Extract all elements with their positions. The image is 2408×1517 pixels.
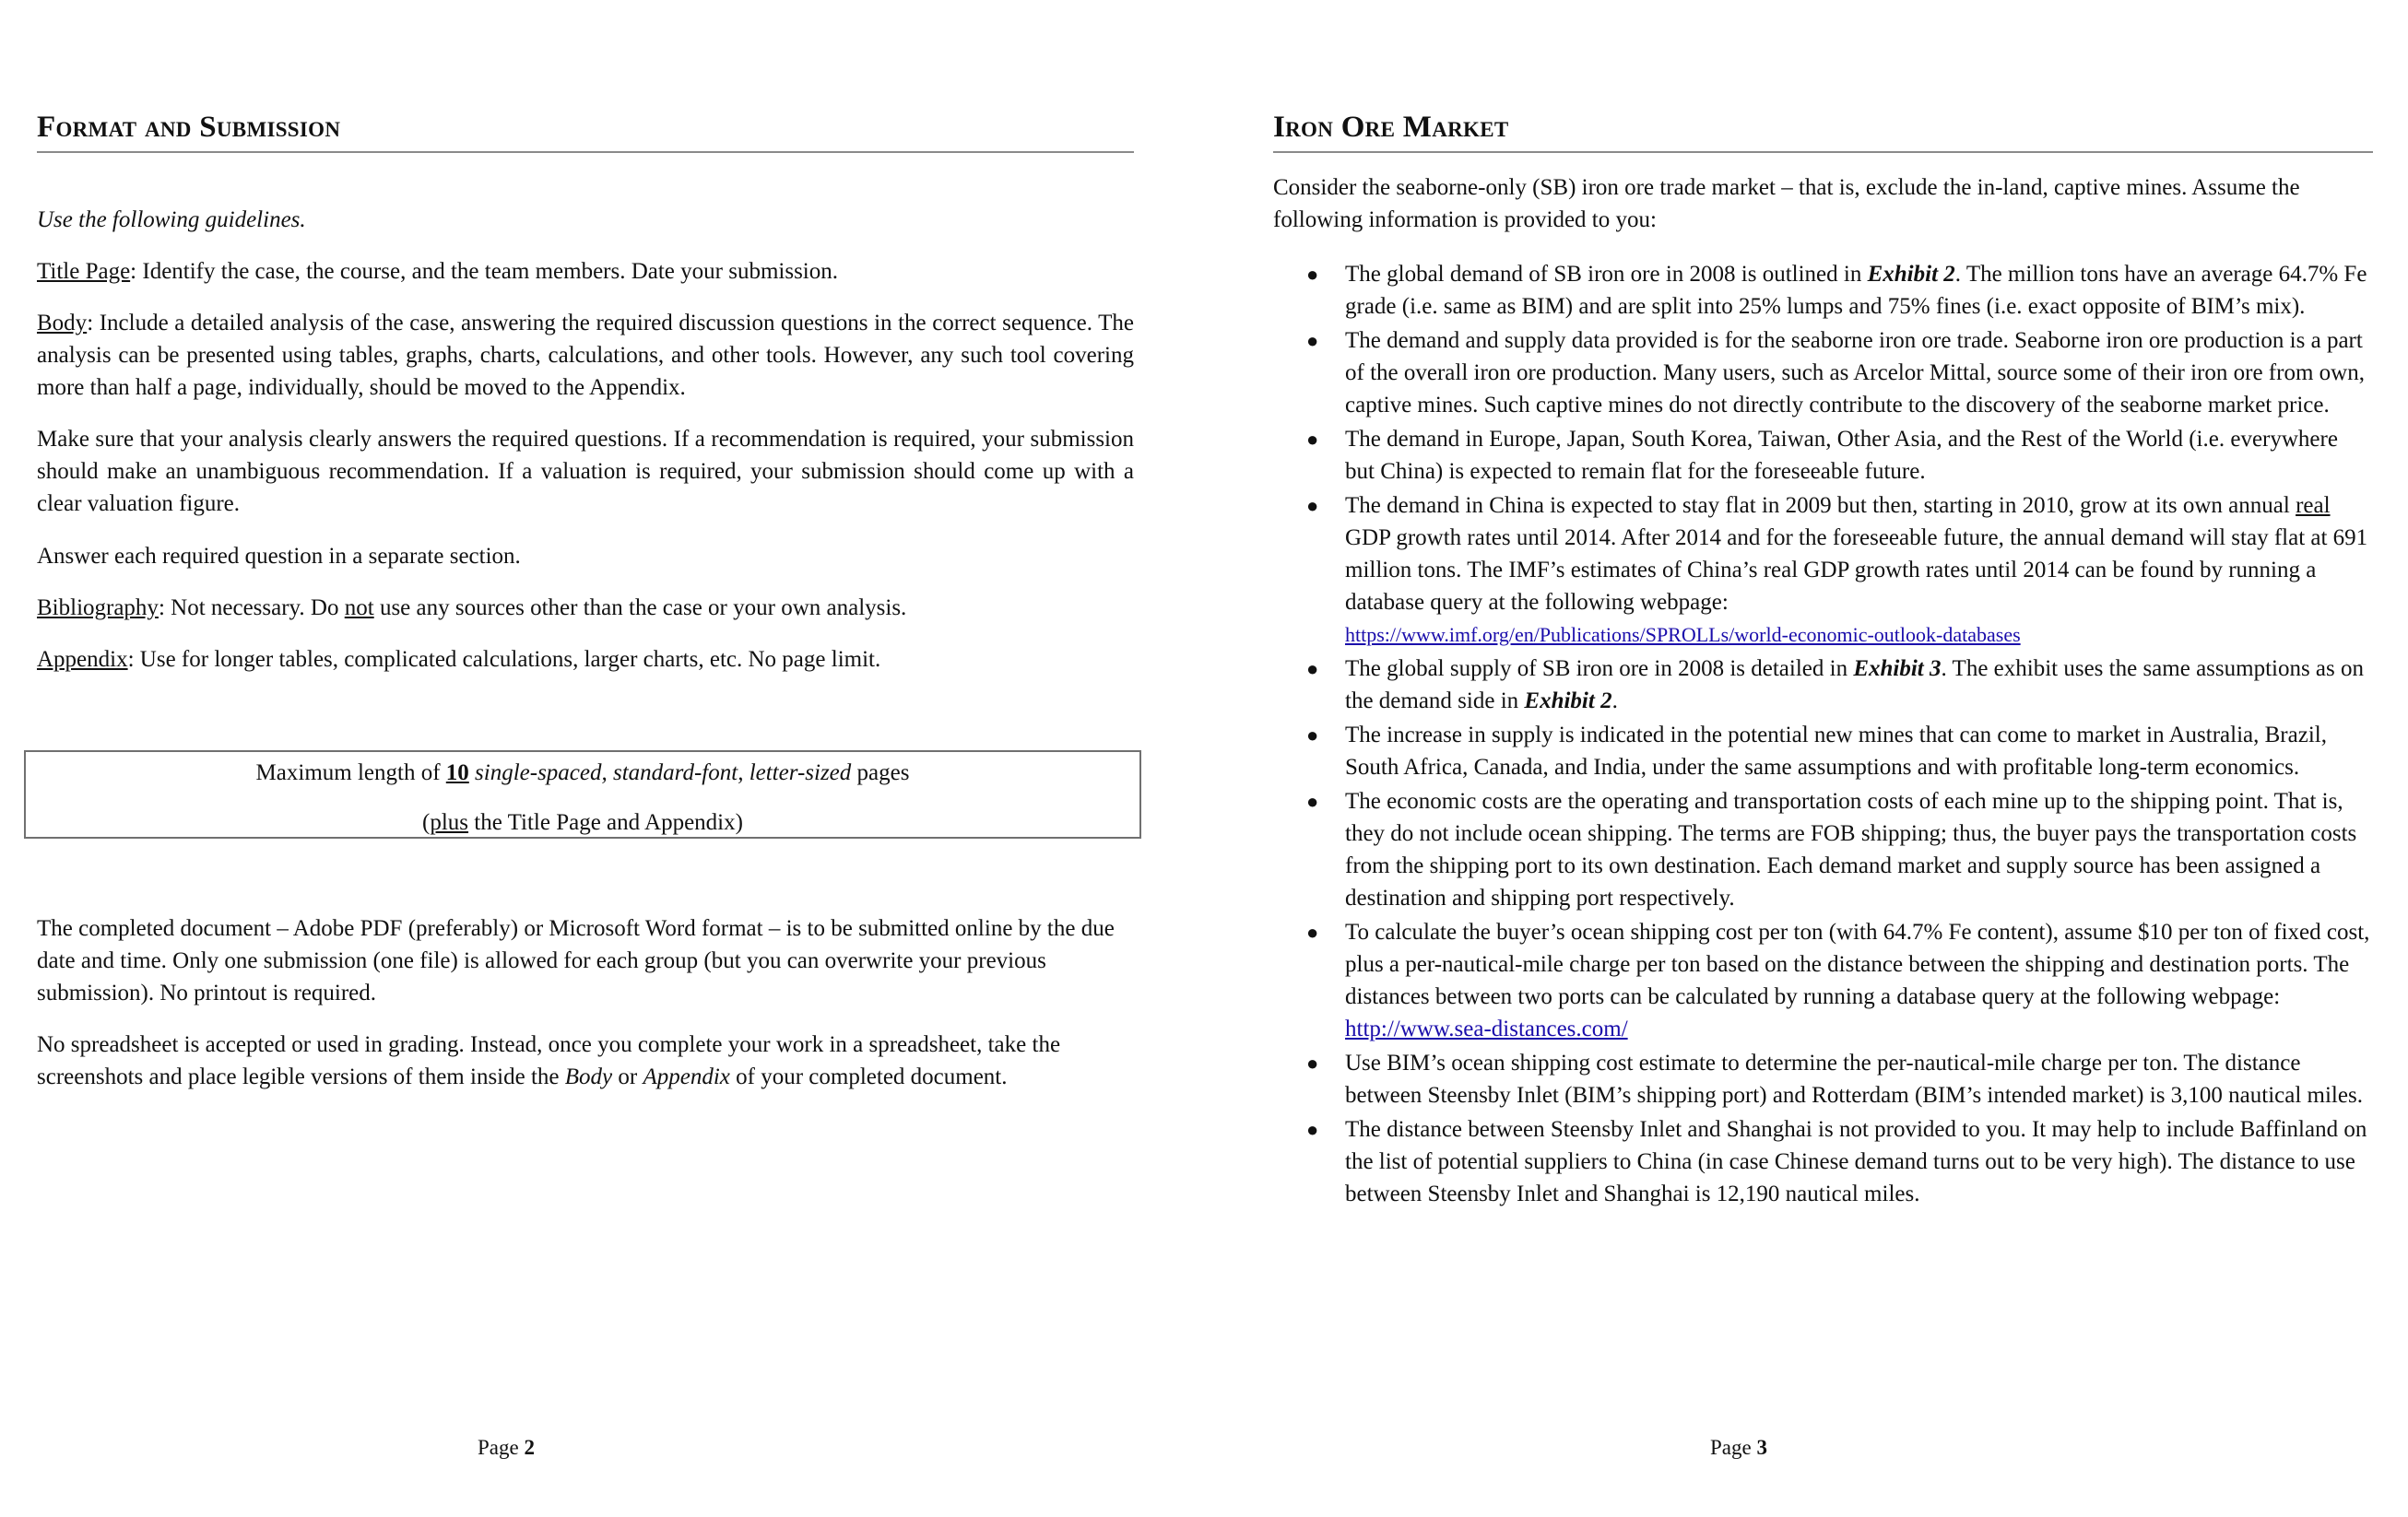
sea-distances-link[interactable]: http://www.sea-distances.com/ [1345, 1017, 1628, 1041]
list-item [1273, 489, 2373, 651]
bullet-icon: ● [1306, 657, 1319, 680]
max-length-line [26, 758, 1139, 789]
page-label: Page [1710, 1436, 1757, 1459]
list-item [1273, 1047, 2373, 1111]
item-text: The increase in supply is indicated in the potential new mines that can come to market in Australia, Brazil, South Africa, Canada, and India, under the same assumptions and with profitable long-term economics. [1345, 723, 2327, 780]
bullet-icon: ● [1306, 1052, 1319, 1075]
plus-word: plus [430, 810, 469, 835]
plus-rest: the Title Page and Appendix) [468, 810, 743, 835]
exhibit-2-ref: Exhibit 2 [1524, 688, 1612, 713]
page-2 [37, 0, 1134, 1517]
bullet-icon: ● [1306, 494, 1319, 517]
item-text: The global supply of SB iron ore in 2008 is detailed in [1345, 656, 1854, 681]
section-heading-format-submission: Format and Submission [37, 107, 1134, 153]
item-text: The demand in Europe, Japan, South Korea, Taiwan, Other Asia, and the Rest of the World (i.e. everywhere but China) is expected to remain flat for the foreseeable future. [1345, 427, 2338, 484]
plus-line [26, 807, 1139, 839]
page-3 [1273, 0, 2373, 1517]
plus-open: ( [422, 810, 431, 835]
answer-each-paragraph: Answer each required question in a separate section. [37, 544, 521, 569]
page-number-value: 3 [1756, 1436, 1767, 1459]
list-item [1273, 653, 2373, 717]
imf-database-link[interactable]: https://www.imf.org/en/Publications/SPROLLs/world-economic-outlook-databases [1345, 623, 2021, 646]
exhibit-3-ref: Exhibit 3 [1853, 656, 1942, 681]
bibliography-text: : Not necessary. Do [158, 595, 345, 620]
bibliography-paragraph [37, 592, 1134, 624]
list-item [1273, 916, 2373, 1045]
bullet-icon: ● [1306, 428, 1319, 451]
no-spreadsheet-paragraph [37, 1029, 1134, 1093]
appendix-italic: Appendix [643, 1064, 730, 1089]
bullet-icon: ● [1306, 329, 1319, 352]
bibliography-not: not [344, 595, 374, 620]
page-label: Page [478, 1436, 525, 1459]
item-text: . The million tons have an average 64.7% Fe grade (i.e. same as BIM) and are split into 25% lumps and 75% fines (i.e. exact opposite of BIM’s mix). [1345, 262, 2367, 319]
item-text: The distance between Steensby Inlet and Shanghai is not provided to you. It may help to include Baffinland on the list of potential suppliers to China (in case Chinese demand turns out to be very high). The distance to use between Steensby Inlet and Shanghai is 12,190 nautical miles. [1345, 1117, 2367, 1206]
real-underlined: real [2296, 493, 2331, 518]
page-number-2 [478, 1434, 535, 1462]
make-sure-paragraph: Make sure that your analysis clearly answers the required questions. If a recommendation is required, your submission should make an unambiguous recommendation. If a valuation is required, your submission should come up with a clear valuation figure. [37, 427, 1134, 516]
exhibit-2-ref: Exhibit 2 [1867, 262, 1955, 287]
assumptions-list [1273, 258, 2373, 1212]
body-paragraph [37, 307, 1134, 404]
no-spreadsheet-text: No spreadsheet is accepted or used in grading. Instead, once you complete your work in a spreadsheet, take the screenshots and place legible versions of them inside the [37, 1032, 1061, 1089]
list-item [1273, 258, 2373, 323]
maximum-length-box [24, 750, 1141, 839]
item-text: . The exhibit uses the same assumptions as on the demand side in [1345, 656, 2365, 713]
item-text: The global demand of SB iron ore in 2008 is outlined in [1345, 262, 1868, 287]
or-text: or [612, 1064, 643, 1089]
max-length-suffix: pages [851, 760, 910, 785]
bullet-icon: ● [1306, 1118, 1319, 1141]
item-text: The economic costs are the operating and transportation costs of each mine up to the shipping point. That is, they do not include ocean shipping. The terms are FOB shipping; thus, the buyer pays the transportation costs from the shipping port to its own destination. Each demand market and supply source has been assigned a destination and shipping port respectively. [1345, 789, 2357, 911]
bullet-icon: ● [1306, 723, 1319, 747]
list-item [1273, 423, 2373, 488]
bullet-icon: ● [1306, 790, 1319, 813]
list-item [1273, 785, 2373, 914]
guidelines-intro: Use the following guidelines. [37, 207, 306, 232]
body-label: Body [37, 311, 88, 335]
bibliography-label: Bibliography [37, 595, 159, 620]
title-page-paragraph [37, 255, 1134, 288]
max-length-prefix: Maximum length of [255, 760, 446, 785]
item-text: The demand and supply data provided is for the seaborne iron ore trade. Seaborne iron ore production is a part of the overall iron ore production. Many users, such as Arcelor Mittal, source some of their iron ore from own, captive mines. Such captive mines do not directly contribute to the discovery of the seaborne market price. [1345, 328, 2365, 417]
page-number-3 [1710, 1434, 1767, 1462]
max-length-number: 10 [445, 760, 469, 785]
page-number-value: 2 [524, 1436, 535, 1459]
item-text: . [1611, 688, 1618, 713]
list-item [1273, 719, 2373, 783]
no-spreadsheet-end: of your completed document. [729, 1064, 1008, 1089]
item-text: To calculate the buyer’s ocean shipping cost per ton (with 64.7% Fe content), assume $10 per ton of fixed cost, plus a per-nautical-mile charge per ton based on the distance between the shipping and destination ports. The distances between two ports can be calculated by running a database query at the following webpage: [1345, 920, 2370, 1009]
intro-paragraph: Consider the seaborne-only (SB) iron ore trade market – that is, exclude the in-land, captive mines. Assume the following information is provided to you: [1273, 175, 2300, 232]
list-item [1273, 1113, 2373, 1210]
appendix-paragraph [37, 643, 1134, 676]
appendix-text: : Use for longer tables, complicated calculations, larger charts, etc. No page limit. [127, 647, 881, 672]
title-page-text: : Identify the case, the course, and the team members. Date your submission. [130, 259, 839, 284]
item-text: Use BIM’s ocean shipping cost estimate to determine the per-nautical-mile charge per ton. The distance between Steensby Inlet (BIM’s shipping port) and Rotterdam (BIM’s intended market) is 3,100 nautical miles. [1345, 1051, 2363, 1108]
item-text: GDP growth rates until 2014. After 2014 and for the foreseeable future, the annual demand will stay flat at 691 million tons. The IMF’s estimates of China’s real GDP growth rates until 2014 can be found by running a database query at the following webpage: [1345, 525, 2368, 615]
list-item [1273, 324, 2373, 421]
section-heading-iron-ore-market: Iron Ore Market [1273, 107, 2373, 153]
bullet-icon: ● [1306, 263, 1319, 286]
bullet-icon: ● [1306, 921, 1319, 944]
body-text: : Include a detailed analysis of the case, answering the required discussion questions in the correct sequence. The analysis can be presented using tables, graphs, charts, calculations, and other tools. However, any such tool covering more than half a page, individually, should be moved to the Appendix. [37, 311, 1134, 400]
max-length-italic: single-spaced, standard-font, letter-sized [475, 760, 852, 785]
appendix-label: Appendix [37, 647, 128, 672]
bibliography-text-rest: use any sources other than the case or your own analysis. [373, 595, 907, 620]
item-text: The demand in China is expected to stay flat in 2009 but then, starting in 2010, grow at its own annual [1345, 493, 2296, 518]
title-page-label: Title Page [37, 259, 131, 284]
body-italic: Body [564, 1064, 613, 1089]
completed-document-paragraph: The completed document – Adobe PDF (preferably) or Microsoft Word format – is to be submitted online by the due date and time. Only one submission (one file) is allowed for each group (but you can overwrite your previous submission). No printout is required. [37, 916, 1115, 1005]
